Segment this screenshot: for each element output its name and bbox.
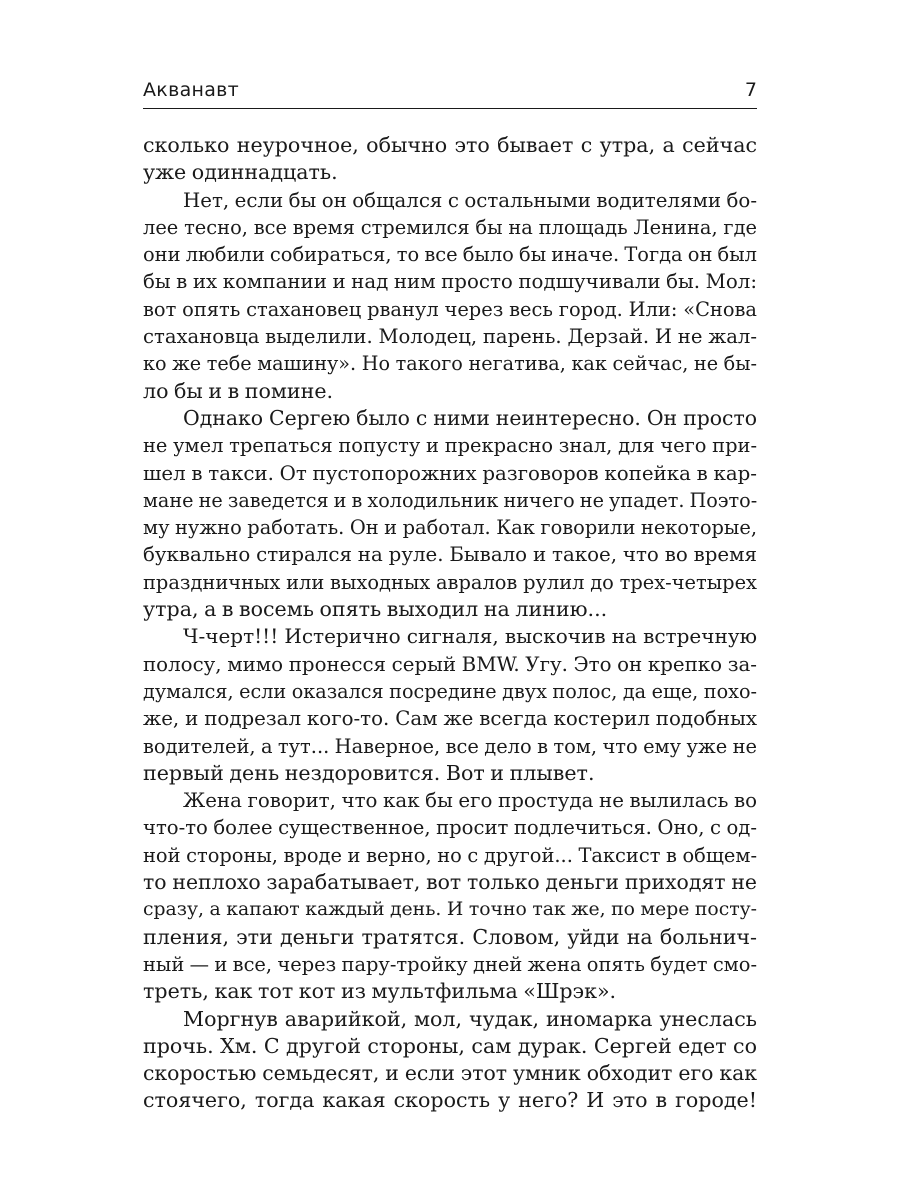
text-line: вот опять стахановец рванул через весь город. Или: «Снова (143, 297, 757, 321)
paragraph (143, 405, 757, 623)
text-line: прочь. Хм. С другой стороны, сам дурак. Сергей едет со (143, 1033, 757, 1058)
paragraph (143, 132, 757, 187)
text-line: мане не заведется и в холодильник ничего не упадет. Поэто- (143, 488, 758, 512)
text-line: Жена говорит, что как бы его простуда не вылилась во (183, 789, 757, 813)
text-line: скоростью семьдесят, и если этот умник обходит его как (143, 1061, 757, 1086)
text-line: шел в такси. От пустопорожних разговоров копейка в кар- (143, 461, 757, 485)
text-line: пления, эти деньги тратятся. Словом, уйди на больнич- (143, 924, 757, 949)
text-line: ко же тебе машину». Но такого негатива, как сейчас, не бы- (143, 352, 757, 376)
paragraph (143, 1006, 757, 1115)
text-line: ный — и все, через пару-тройку дней жена опять будет смо- (143, 952, 757, 976)
text-line: Нет, если бы он общался с остальными водителями бо- (183, 188, 757, 212)
text-line: они любили собираться, то все было бы иначе. Тогда он был (143, 243, 757, 267)
text-line: же, и подрезал кого-то. Сам же всегда костерил подобных (143, 707, 757, 731)
text-line: стоячего, тогда какая скорость у него? И это в городе! (143, 1088, 757, 1113)
text-line: му нужно работать. Он и работал. Как говорили некоторые, (143, 516, 757, 540)
running-header (143, 76, 757, 109)
text-line: водителей, а тут... Наверное, все дело в том, что ему уже не (143, 734, 757, 758)
text-line: думался, если оказался посредине двух полос, да еще, похо- (143, 679, 757, 703)
text-line: то неплохо зарабатывает, вот только деньги приходят не (143, 870, 757, 895)
text-line: не умел трепаться попусту и прекрасно знал, для чего при- (143, 434, 757, 458)
text-line: уже одиннадцать. (143, 160, 338, 185)
text-line: Моргнув аварийкой, мол, чудак, иномарка унеслась (183, 1006, 757, 1031)
text-line: Однако Сергею было с ними неинтересно. Он просто (183, 405, 757, 430)
paragraph (143, 623, 757, 787)
text-line: праздничных или выходных авралов рулил до трех-четырех (143, 570, 757, 594)
text-line: буквально стирался на руле. Бывало и такое, что во время (143, 543, 757, 567)
text-line: лее тесно, все время стремился бы на площадь Ленина, где (143, 215, 757, 239)
text-line: стахановца выделили. Молодец, парень. Дерзай. И не жал- (143, 325, 757, 349)
page-number: 7 (744, 79, 757, 101)
text-line: ло бы и в помине. (143, 378, 334, 403)
text-line: Ч-черт!!! Истерично сигналя, выскочив на встречную (183, 624, 757, 649)
text-line: бы в их компании и над ним просто подшучивали бы. Мол: (143, 270, 757, 294)
text-line: утра, а в восемь опять выходил на линию... (143, 597, 608, 622)
text-line: полосу, мимо пронесся серый BMW. Угу. Это он крепко за- (143, 652, 757, 676)
running-title: Акванавт (143, 79, 240, 101)
text-line: сразу, а капают каждый день. И точно так же, по мере посту- (143, 899, 757, 921)
paragraph (143, 187, 757, 405)
text-line: первый день нездоровится. Вот и плывет. (143, 760, 595, 785)
text-line: ной стороны, вроде и верно, но с другой... Таксист в общем- (143, 843, 757, 867)
text-line: что-то более существенное, просит подлечиться. Оно, с од- (143, 816, 757, 840)
text-line: сколько неурочное, обычно это бывает с утра, а сейчас (143, 133, 757, 157)
text-line: треть, как тот кот из мультфильма «Шрэк». (143, 979, 617, 1004)
body-text (143, 132, 757, 1115)
paragraph (143, 787, 757, 1005)
